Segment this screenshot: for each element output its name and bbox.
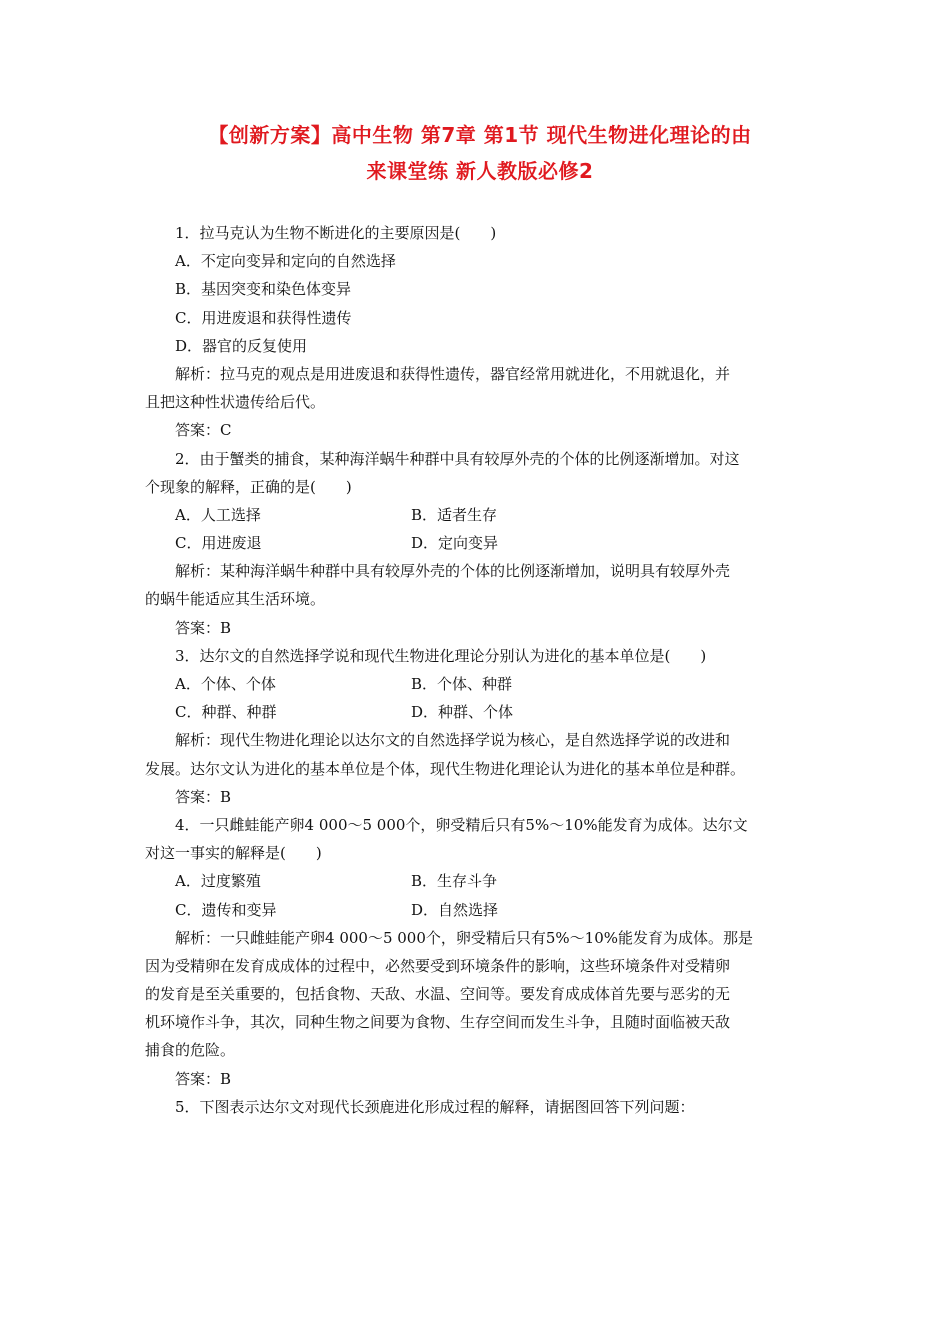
option-a: A．过度繁殖 — [175, 872, 261, 891]
analysis-line: 因为受精卵在发育成成体的过程中，必然要受到环境条件的影响，这些环境条件对受精卵 — [145, 956, 731, 975]
option-b: B．适者生存 — [411, 505, 498, 524]
option-row — [145, 529, 815, 557]
analysis-line: 的发育是至关重要的，包括食物、天敌、水温、空间等。要发育成成体首先要与恶劣的无 — [145, 985, 731, 1004]
option-d: D．种群、个体 — [411, 703, 514, 722]
answer: 答案：B — [175, 787, 232, 806]
question-stem: 2．由于蟹类的捕食，某种海洋蜗牛种群中具有较厚外壳的个体的比例逐渐增加。对这 — [175, 449, 740, 468]
option-a: A．不定向变异和定向的自然选择 — [175, 252, 396, 271]
analysis-line: 解析：现代生物进化理论以达尔文的自然选择学说为核心，是自然选择学说的改进和 — [175, 731, 731, 750]
option-a: A．个体、个体 — [175, 675, 276, 693]
option-c: C．种群、种群 — [175, 703, 277, 722]
option-a: A．人工选择 — [175, 505, 261, 524]
answer: 答案：B — [175, 1069, 232, 1088]
question-stem: 5．下图表示达尔文对现代长颈鹿进化形成过程的解释，请据图回答下列问题： — [175, 1097, 695, 1116]
option-d: D．自然选择 — [411, 900, 499, 919]
analysis-line: 的蜗牛能适应其生活环境。 — [145, 590, 326, 609]
analysis-line: 发展。达尔文认为进化的基本单位是个体，现代生物进化理论认为进化的基本单位是种群。 — [145, 759, 746, 778]
question-1 — [145, 219, 815, 445]
option-c: C．用进废退和获得性遗传 — [175, 308, 352, 327]
option-b: B．基因突变和染色体变异 — [175, 280, 352, 299]
option-c: C．遗传和变异 — [175, 900, 277, 919]
analysis-line: 且把这种性状遗传给后代。 — [145, 393, 326, 412]
answer: 答案：C — [175, 421, 232, 440]
option-row — [145, 896, 815, 924]
question-stem: 4．一只雌蛙能产卵4 000～5 000个，卵受精后只有5%～10%能发育为成体。达尔文 — [175, 815, 748, 834]
question-stem: 1．拉马克认为生物不断进化的主要原因是( ) — [175, 224, 497, 242]
analysis-line: 机环境作斗争，其次，同种生物之间要为食物、生存空间而发生斗争，且随时面临被天敌 — [145, 1013, 731, 1032]
option-b: B．生存斗争 — [411, 872, 498, 891]
analysis-line: 解析：某种海洋蜗牛种群中具有较厚外壳的个体的比例逐渐增加，说明具有较厚外壳 — [175, 562, 731, 581]
analysis-line: 捕食的危险。 — [145, 1041, 236, 1060]
question-3 — [145, 642, 815, 811]
question-2 — [145, 445, 815, 642]
option-row — [145, 670, 815, 698]
option-d: D．定向变异 — [411, 534, 499, 553]
option-row — [145, 867, 815, 895]
question-list — [145, 219, 815, 1121]
document-title — [110, 117, 850, 189]
option-b: B．个体、种群 — [411, 675, 513, 693]
analysis-line: 解析：一只雌蛙能产卵4 000～5 000个，卵受精后只有5%～10%能发育为成体。那是 — [175, 928, 754, 947]
question-stem: 对这一事实的解释是( ) — [145, 844, 322, 863]
title-line-1: 【创新方案】高中生物 第7章 第1节 现代生物进化理论的由 — [208, 123, 752, 147]
analysis-line: 解析：拉马克的观点是用进废退和获得性遗传，器官经常用就进化，不用就退化，并 — [175, 364, 731, 383]
option-row — [145, 501, 815, 529]
question-stem: 3．达尔文的自然选择学说和现代生物进化理论分别认为进化的基本单位是( ) — [175, 646, 707, 665]
title-line-2: 来课堂练 新人教版必修2 — [366, 159, 594, 183]
question-5 — [145, 1093, 815, 1121]
question-stem: 个现象的解释，正确的是( ) — [145, 477, 352, 496]
option-c: C．用进废退 — [175, 534, 262, 553]
option-row — [145, 698, 815, 726]
answer: 答案：B — [175, 618, 232, 637]
question-4 — [145, 811, 815, 1093]
option-d: D．器官的反复使用 — [175, 336, 308, 355]
